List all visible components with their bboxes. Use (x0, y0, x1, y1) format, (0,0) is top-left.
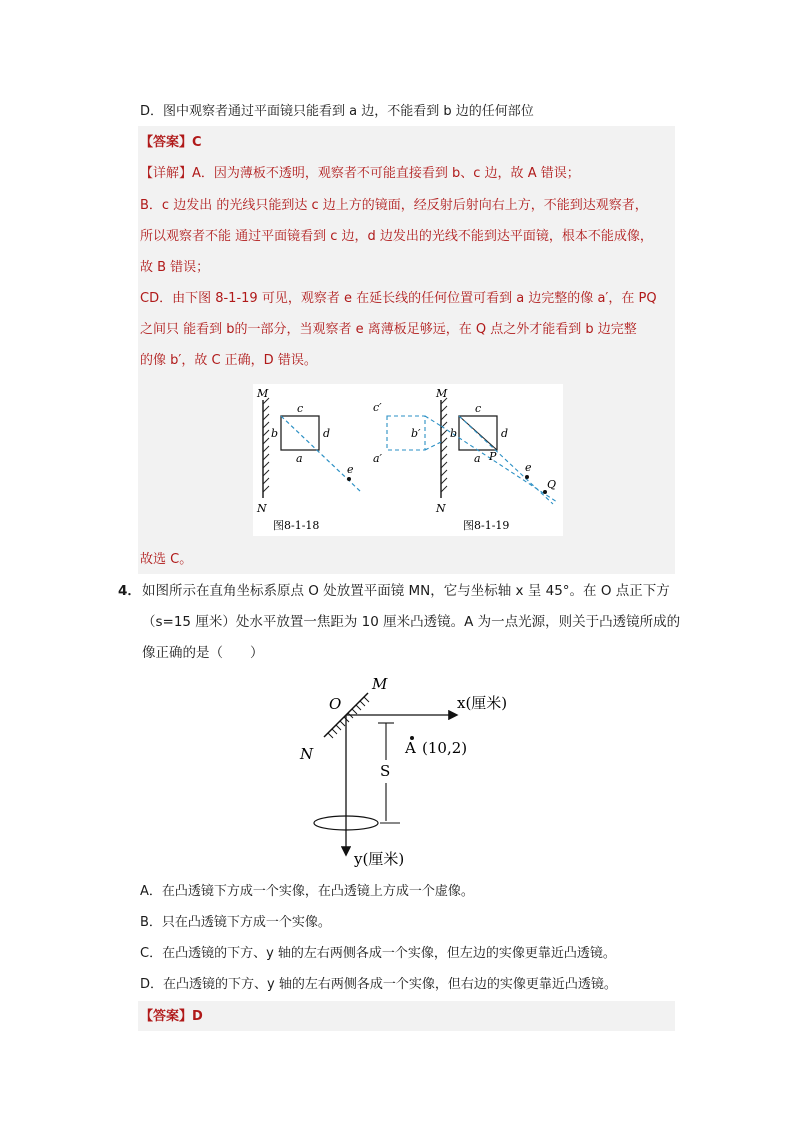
label-S: S (380, 762, 391, 780)
conclusion-text: 故选 C。 (140, 552, 193, 567)
label-e: e (347, 463, 354, 476)
label-b-prime: b′ (411, 427, 421, 440)
label-M2: M (436, 387, 448, 400)
mirror-figures (253, 384, 563, 536)
option-a: A．在凸透镜下方成一个实像，在凸透镜上方成一个虚像。 (140, 884, 474, 899)
label-c-prime: c′ (373, 401, 382, 414)
label-N: N (257, 502, 267, 515)
question-stem-1: 如图所示在直角坐标系原点 O 处放置平面镜 MN，它与坐标轴 x 呈 45°。在 O 点正下方 (142, 583, 670, 599)
label-e2: e (525, 461, 532, 474)
label-c2: c (475, 402, 482, 415)
option-c: C．在凸透镜的下方、y 轴的左右两侧各成一个实像，但左边的实像更靠近凸透镜。 (140, 946, 616, 961)
label-a-prime: a′ (373, 452, 383, 465)
label-A-coords: (10,2) (422, 739, 468, 757)
label-N-q4: N (300, 745, 314, 763)
label-b2: b (450, 427, 458, 440)
x-axis-label: x(厘米) (457, 694, 508, 712)
label-N2: N (436, 502, 446, 515)
caption-8-1-18: 图8-1-18 (273, 519, 320, 532)
label-A: A (405, 739, 416, 757)
question-stem-2: （s=15 厘米）处水平放置一焦距为 10 厘米凸透镜。A 为一点光源，则关于凸透镜所成的 (142, 614, 681, 630)
option-d-text: D．图中观察者通过平面镜只能看到 a 边，不能看到 b 边的任何部位 (140, 104, 534, 119)
detail-line-7: 的像 b′，故 C 正确，D 错误。 (140, 353, 317, 368)
label-M: M (257, 387, 269, 400)
answer-label-q4: 【答案】D (140, 1009, 203, 1024)
caption-8-1-19: 图8-1-19 (463, 519, 510, 532)
detail-line-3: 所以观察者不能 通过平面镜看到 c 边，d 边发出的光线不能到达平面镜，根本不能成像， (140, 229, 653, 244)
label-b: b (271, 427, 279, 440)
question-stem-3: 像正确的是（ ） (142, 645, 264, 661)
coordinate-figure (296, 668, 526, 874)
label-P: P (489, 450, 497, 463)
detail-line-5: CD．由下图 8-1-19 可见，观察者 e 在延长线的任何位置可看到 a 边完整的像 a′，在 PQ (140, 291, 657, 306)
answer-label: 【答案】C (140, 135, 202, 150)
question-number: 4． (118, 583, 141, 599)
label-d2: d (501, 427, 509, 440)
option-d: D．在凸透镜的下方、y 轴的左右两侧各成一个实像，但右边的实像更靠近凸透镜。 (140, 977, 617, 992)
detail-line-4: 故 B 错误； (140, 260, 210, 275)
label-Q: Q (547, 478, 557, 491)
y-axis-label: y(厘米) (354, 850, 405, 868)
label-a: a (296, 452, 303, 465)
detail-line-1: 【详解】A．因为薄板不透明，观察者不可能直接看到 b、c 边，故 A 错误； (140, 166, 580, 181)
label-c: c (297, 402, 304, 415)
label-d: d (323, 427, 331, 440)
option-b: B．只在凸透镜下方成一个实像。 (140, 915, 331, 930)
label-O: O (329, 695, 342, 713)
answer-block-q4 (138, 1001, 675, 1031)
detail-line-6: 之间只 能看到 b的一部分，当观察者 e 离薄板足够远，在 Q 点之外才能看到 b 边完整 (140, 322, 637, 337)
detail-line-2: B．c 边发出 的光线只能到达 c 边上方的镜面，经反射后射向右上方，不能到达观察者， (140, 198, 648, 213)
label-a2: a (474, 452, 481, 465)
label-M-q4: M (372, 675, 388, 693)
